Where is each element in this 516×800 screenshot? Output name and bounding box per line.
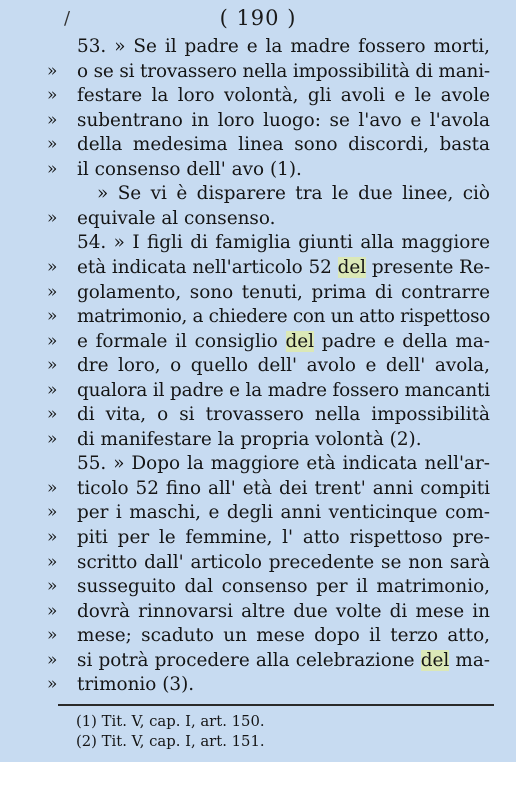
line-text [77,205,275,232]
highlighted-word: del [337,256,367,278]
line-text [77,401,490,428]
line-text [77,107,490,134]
line-segment: equivale al consenso. [77,207,276,229]
text-line [0,180,516,207]
text-line [0,647,516,674]
quote-mark: » [47,158,58,179]
line-segment: » Se vi è disparere tra le due linee, ciò [97,183,490,205]
text-line [0,303,516,330]
line-segment: dovrà rinnovarsi altre due volte di mese in [77,600,490,622]
quote-mark: » [47,649,58,670]
quote-mark: » [47,109,58,130]
quote-mark: » [47,674,58,695]
line-text [77,229,490,256]
line-text [77,377,490,404]
text-line [0,107,516,134]
page-number: ( 190 ) [219,6,297,30]
quote-mark: » [47,404,58,425]
line-text [77,598,490,625]
text-line [0,401,516,428]
line-segment: qualora il padre e la madre fossero mancanti [77,379,490,401]
quote-mark: » [47,330,58,351]
text-line [0,549,516,576]
line-segment: scritto dall' articolo precedente se non sarà [77,551,490,573]
line-text [77,279,490,306]
quote-mark: » [47,207,58,228]
text-line [0,229,516,256]
line-segment: il consenso dell' avo (1). [77,158,302,180]
text-line [0,279,516,306]
line-segment: padre e della ma- [314,330,491,352]
footnote-divider [58,704,494,706]
line-text [77,475,490,502]
line-segment: o se si trovassero nella impossibilità di mani- [77,60,490,82]
line-segment: 54. » I figli di famiglia giunti alla maggiore [77,232,490,254]
line-text [77,303,490,330]
line-text [77,524,490,551]
text-line [0,156,516,183]
line-segment: trimonio (3). [77,674,195,696]
line-text [77,328,490,355]
line-segment: mese; scaduto un mese dopo il terzo atto, [77,625,490,647]
line-text [77,33,490,60]
line-segment: dre loro, o quello dell' avolo e dell' avola, [77,355,490,377]
quote-mark: » [47,477,58,498]
line-segment: matrimonio, a chiedere con un atto rispettoso [77,306,490,328]
line-segment: presente Re- [366,256,490,278]
text-line [0,377,516,404]
line-segment: 55. » Dopo la maggiore età indicata nell'ar- [77,453,490,475]
text-line [0,33,516,60]
line-text [77,352,490,379]
text-line [0,524,516,551]
text-line [0,58,516,85]
line-text [77,549,490,576]
line-text [77,622,490,649]
line-segment: golamento, sono tenuti, prima di contrarre [77,281,490,303]
text-line [0,573,516,600]
line-text [77,573,490,600]
line-text [77,426,422,453]
text-line [0,82,516,109]
text-line [0,426,516,453]
line-text [77,82,490,109]
text-line [0,499,516,526]
line-segment: di manifestare la propria volontà (2). [77,428,422,450]
line-segment: della medesima linea sono discordi, basta [77,134,490,156]
line-text [77,450,490,477]
quote-mark: » [47,134,58,155]
line-text [77,671,194,698]
line-text [97,180,490,207]
quote-mark: » [47,527,58,547]
quote-mark: » [47,625,58,646]
line-segment: piti per le femmine, l' atto rispettoso pre- [77,527,490,548]
line-segment: ma- [449,649,491,671]
line-segment: ticolo 52 fino all' età dei trent' anni compiti [77,477,490,499]
line-text [77,254,490,281]
line-text [77,156,302,183]
quote-mark: » [47,502,58,523]
quote-mark: » [47,600,58,621]
line-text [77,499,490,526]
line-text [77,58,490,85]
quote-mark: » [47,576,58,597]
line-segment: di vita, o si trovassero nella impossibilità [77,404,490,426]
line-segment: per i maschi, e degli anni venticinque com- [77,502,490,524]
text-line [0,475,516,502]
line-segment: subentrano in loro luogo: se l'avo e l'avola [77,109,490,131]
highlighted-word: del [285,330,315,352]
line-text [77,647,490,674]
text-line [0,598,516,625]
highlighted-word: del [420,649,450,671]
footnote: (1) Tit. V, cap. I, art. 150. [76,713,265,730]
text-line [0,622,516,649]
quote-mark: » [47,60,58,81]
quote-mark: » [47,85,58,106]
quote-mark: » [47,379,58,400]
margin-mark: / [64,8,71,29]
line-segment: susseguito dal consenso per il matrimonio, [77,576,490,598]
quote-mark: » [47,281,58,302]
line-segment: si potrà procedere alla celebrazione [77,649,421,671]
quote-mark: » [47,306,58,327]
quote-mark: » [47,551,58,572]
line-segment: festare la loro volontà, gli avoli e le avole [77,85,490,107]
text-line [0,450,516,477]
quote-mark: » [47,355,58,376]
text-line [0,671,516,698]
line-segment: e formale il consiglio [77,330,286,352]
text-line [0,205,516,232]
quote-mark: » [47,256,58,277]
text-line [0,254,516,281]
line-segment: età indicata nell'articolo 52 [77,256,338,278]
quote-mark: » [47,428,58,449]
footnote: (2) Tit. V, cap. I, art. 151. [76,733,265,750]
text-line [0,328,516,355]
line-text [77,131,490,158]
line-segment: 53. » Se il padre e la madre fossero morti, [77,36,490,57]
text-line [0,352,516,379]
text-line [0,131,516,158]
